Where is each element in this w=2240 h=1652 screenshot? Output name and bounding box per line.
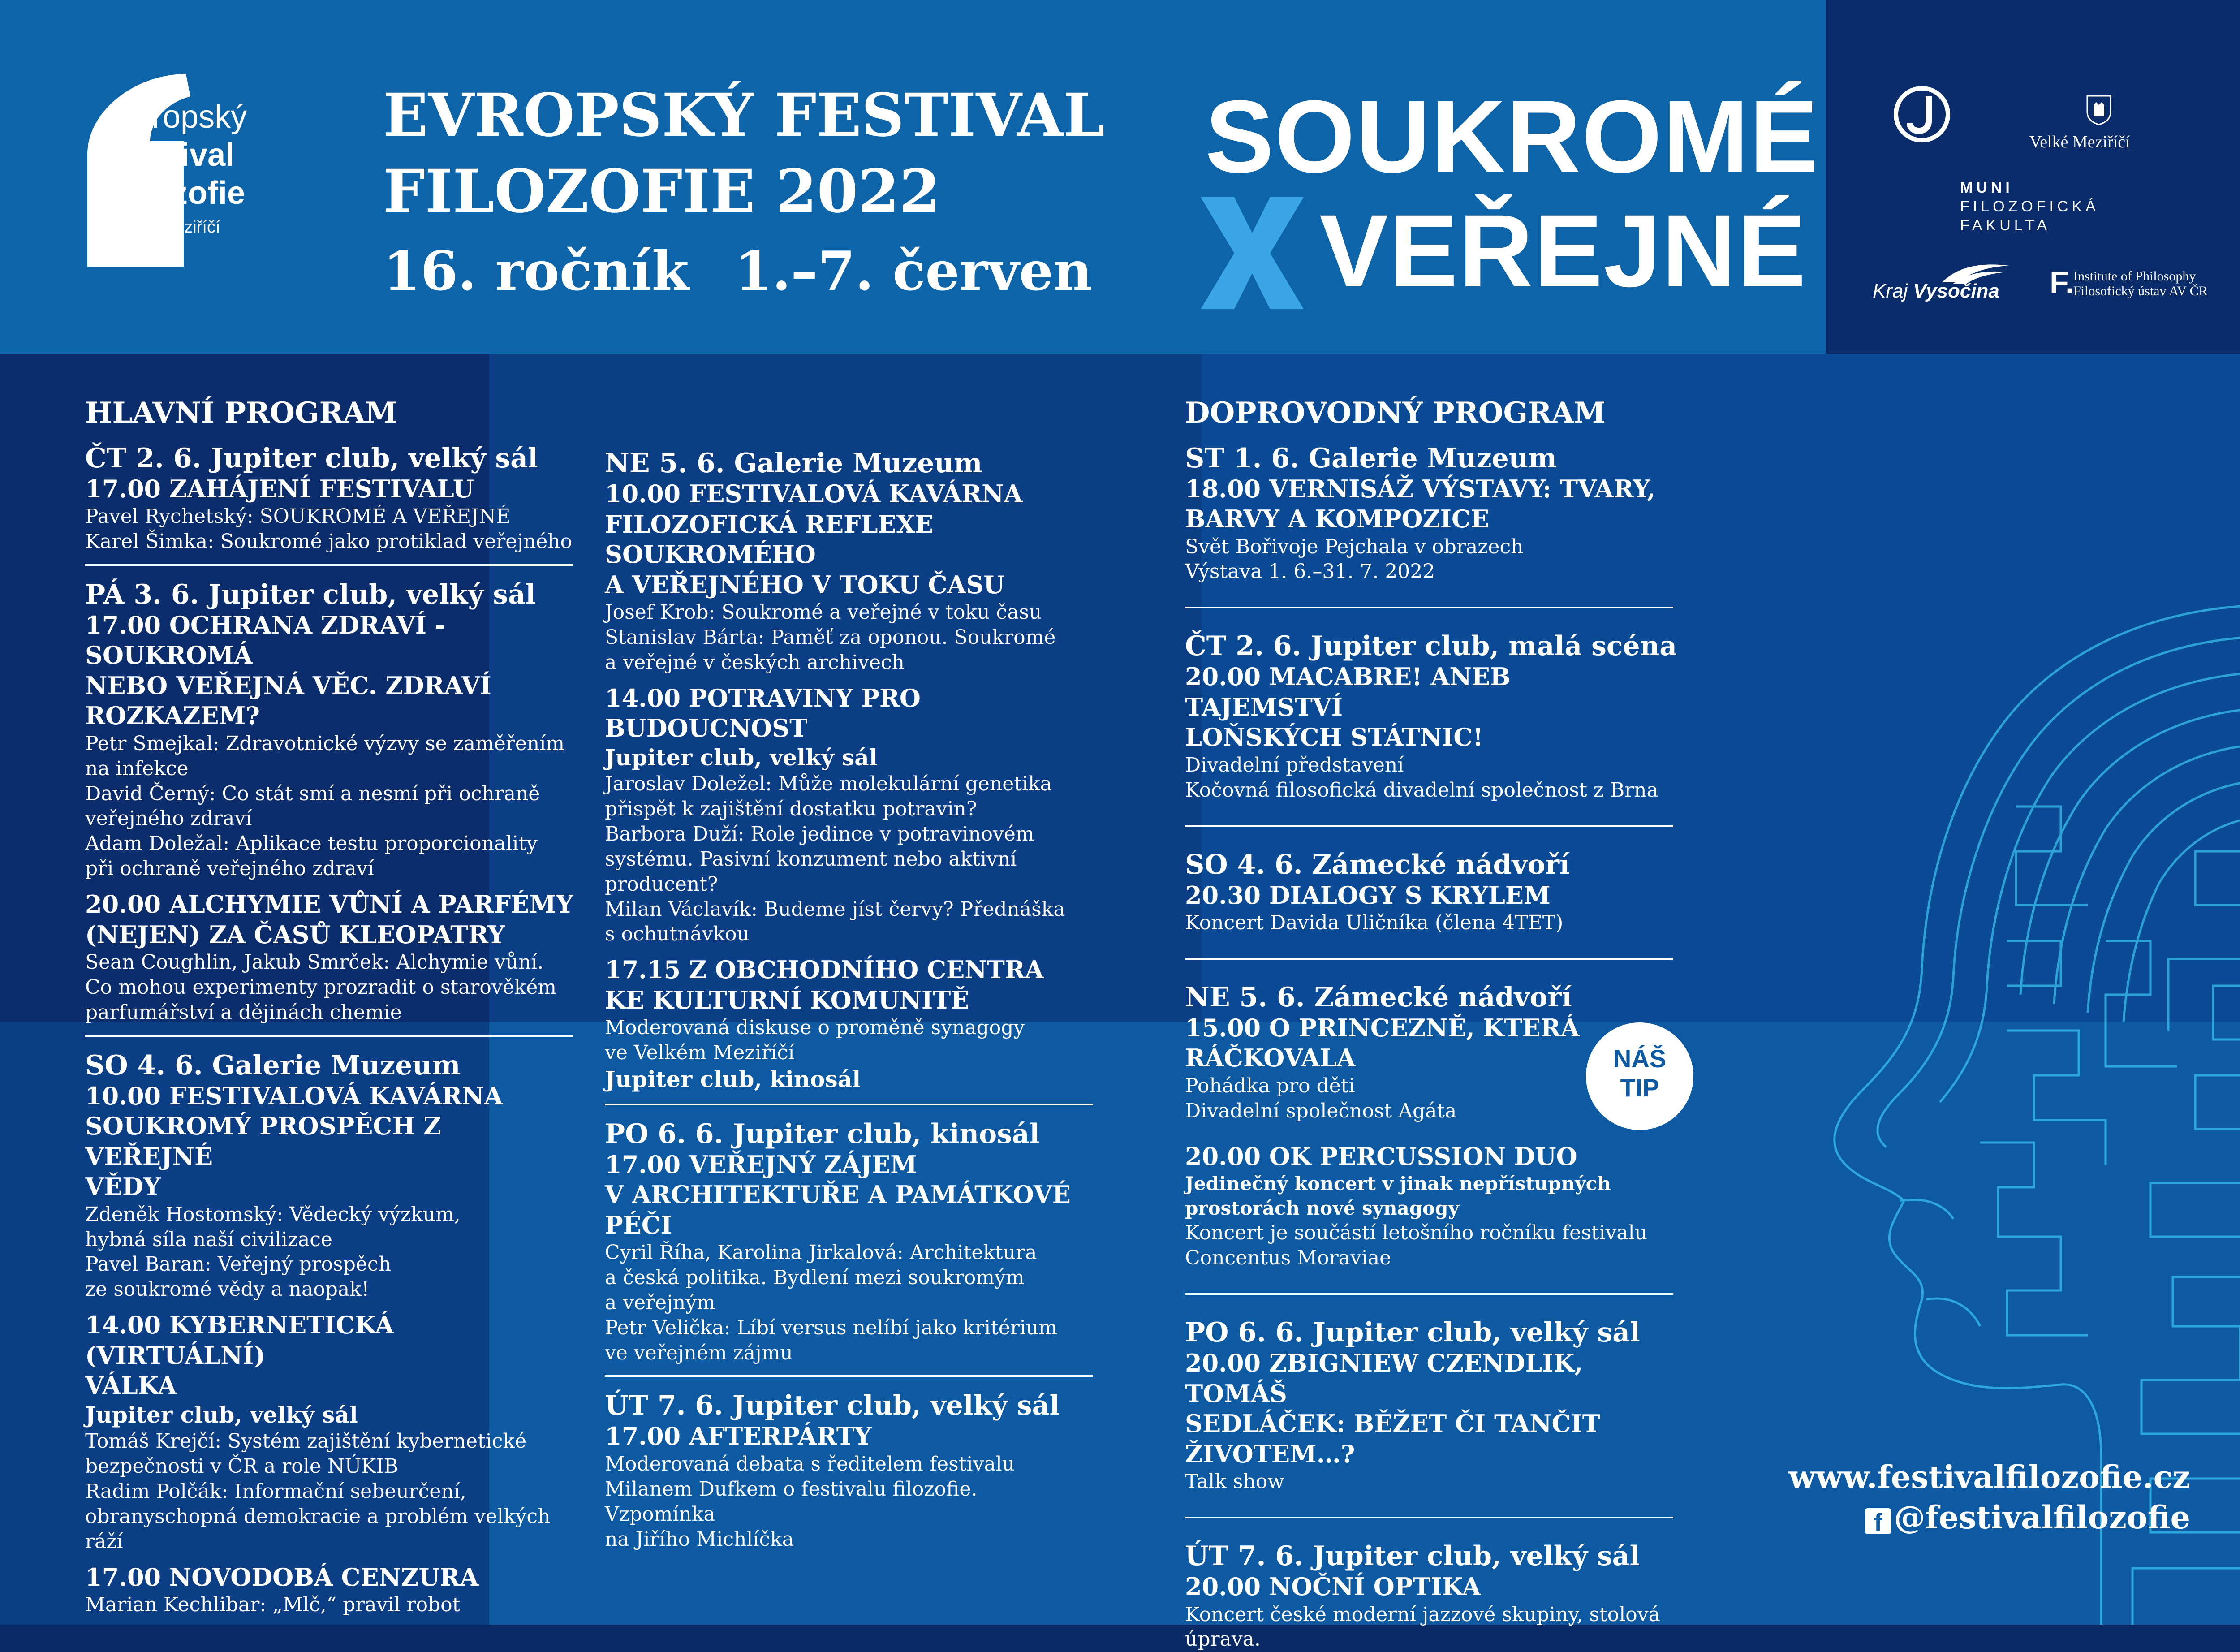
festival-edition: 16. ročník <box>383 240 689 303</box>
divider <box>85 1035 573 1037</box>
event-detail: hybná síla naší civilizace <box>85 1228 332 1251</box>
event-detail: ráží <box>85 1530 123 1553</box>
event-detail: parfumářství a dějinách chemie <box>85 1001 402 1024</box>
x-mark-icon <box>1192 197 1313 309</box>
event-title: 14.00 KYBERNETICKÁ (VIRTUÁLNÍ) <box>85 1311 394 1370</box>
event-detail: producent? <box>605 872 718 896</box>
partner-iph-line2: Filosofický ústav AV ČR <box>2073 284 2208 298</box>
event-title: (NEJEN) ZA ČASŮ KLEOPATRY <box>85 920 505 949</box>
event-title: 17.00 ZAHÁJENÍ FESTIVALU <box>85 474 474 503</box>
event-detail: Adam Doležal: Aplikace testu proporcionality <box>85 832 538 855</box>
divider <box>1185 1517 1673 1518</box>
event-detail: na Jiřího Michlíčka <box>605 1527 794 1551</box>
event-detail: Josef Krob: Soukromé a veřejné v toku času <box>605 601 1042 624</box>
our-tip-label-line1: NÁŠ <box>1613 1044 1667 1073</box>
velke-mezirici-crest-icon <box>2085 94 2112 125</box>
logo-word-town: Velké Meziříčí <box>114 218 220 237</box>
event-detail: Radim Polčák: Informační sebeurčení, <box>85 1479 466 1503</box>
theme-line2: VEŘEJNÉ <box>1319 193 1807 308</box>
event-detail: ze soukromé vědy a naopak! <box>85 1278 370 1301</box>
event-detail: Petr Smejkal: Zdravotnické výzvy se zaměřením <box>85 732 565 755</box>
logo-word-festival: Festival <box>114 137 235 173</box>
event-detail: ve veřejném zájmu <box>605 1341 793 1364</box>
event-title: SEDLÁČEK: BĚŽET ČI TANČIT ŽIVOTEM…? <box>1185 1409 1600 1468</box>
event-title: 10.00 FESTIVALOVÁ KAVÁRNA <box>605 479 1023 508</box>
divider <box>1185 607 1673 608</box>
event-detail: Zdeněk Hostomský: Vědecký výzkum, <box>85 1203 461 1226</box>
event-detail: přispět k zajištění dostatku potravin? <box>605 798 977 820</box>
event-title: 17.00 AFTERPÁRTY <box>605 1422 872 1451</box>
event-title: 20.00 NOČNÍ OPTIKA <box>1185 1572 1481 1601</box>
divider <box>1185 958 1673 960</box>
event-detail: při ochraně veřejného zdraví <box>85 857 374 880</box>
event-detail: Marian Kechlibar: „Mlč,“ pravil robot <box>85 1593 461 1617</box>
event-title: 20.30 DIALOGY S KRYLEM <box>1185 880 1551 910</box>
event-detail: ve Velkém Meziříčí <box>605 1041 795 1065</box>
event-title: BARVY A KOMPOZICE <box>1185 505 1490 534</box>
day-heading-thu: ČT 2. 6. Jupiter club, velký sál <box>85 442 538 474</box>
event-detail: Svět Bořivoje Pejchala v obrazech <box>1185 535 1524 558</box>
event-detail: Concentus Moraviae <box>1185 1247 1391 1270</box>
event-detail: Koncert české moderní jazzové skupiny, stolová <box>1185 1603 1660 1626</box>
side-program-heading: DOPROVODNÝ PROGRAM <box>1185 396 1606 430</box>
partner-muni-line2: FILOZOFICKÁ <box>1960 198 2099 215</box>
event-detail: veřejného zdraví <box>85 807 252 830</box>
festival-title-line2: FILOZOFIE 2022 <box>383 157 941 226</box>
divider <box>1185 1293 1673 1295</box>
event-detail: a česká politika. Bydlení mezi soukromým <box>605 1266 1025 1289</box>
event-detail: bezpečnosti v ČR a role NÚKIB <box>85 1455 399 1478</box>
event-title: SOUKROMÝ PROSPĚCH Z VEŘEJNÉ <box>85 1112 441 1171</box>
event-detail: Barbora Duží: Role jedince v potravinovém <box>605 822 1034 845</box>
event-detail: Milanem Dufkem o festivalu filozofie. Vzpomínka <box>605 1477 978 1526</box>
facebook-handle: @festivalfilozofie <box>1894 1499 2190 1536</box>
event-detail: Kočovná filosofická divadelní společnost z Brna <box>1185 778 1658 802</box>
main-program-heading: HLAVNÍ PROGRAM <box>85 396 397 430</box>
side-program-column <box>1185 396 1677 1652</box>
event-detail: Co mohou experimenty prozradit o starověkém <box>85 975 557 999</box>
event-title: 17.00 NOVODOBÁ CENZURA <box>85 1562 479 1592</box>
event-detail: na infekce <box>85 757 189 780</box>
event-venue: Jupiter club, velký sál <box>85 1401 358 1428</box>
our-tip-label-line2: TIP <box>1620 1074 1659 1102</box>
event-detail: Cyril Říha, Karolina Jirkalová: Architektura <box>605 1241 1037 1264</box>
jupiter-club-logo-icon <box>1893 85 1951 143</box>
event-detail: úprava. <box>1185 1628 1261 1651</box>
event-detail: Tomáš Krejčí: Systém zajištění kybernetické <box>85 1430 527 1453</box>
event-venue: Jupiter club, kinosál <box>605 1066 861 1092</box>
event-detail: s ochutnávkou <box>605 923 750 946</box>
event-title: A VEŘEJNÉHO V TOKU ČASU <box>605 570 1005 599</box>
event-title: VĚDY <box>85 1172 161 1201</box>
day-heading-tue-side: ÚT 7. 6. Jupiter club, velký sál <box>1185 1540 1640 1572</box>
philosophy-institute-f-icon: F. <box>2050 265 2074 300</box>
event-detail: Stanislav Bárta: Paměť za oponou. Soukromé <box>605 625 1056 649</box>
event-detail: David Černý: Co stát smí a nesmí při ochraně <box>85 782 540 805</box>
event-title: 18.00 VERNISÁŽ VÝSTAVY: TVARY, <box>1185 474 1656 503</box>
day-heading-mon: PO 6. 6. Jupiter club, kinosál <box>605 1118 1040 1150</box>
event-title: 20.00 MACABRE! ANEB TAJEMSTVÍ <box>1185 662 1511 721</box>
event-title: 10.00 FESTIVALOVÁ KAVÁRNA <box>85 1081 503 1110</box>
day-heading-sun: NE 5. 6. Galerie Muzeum <box>605 448 982 479</box>
day-heading-sat-side: SO 4. 6. Zámecké nádvoří <box>1185 849 1570 880</box>
kraj-prefix: Kraj <box>1873 280 1908 302</box>
event-detail: Moderovaná diskuse o proměně synagogy <box>605 1016 1025 1040</box>
day-heading-thu-side: ČT 2. 6. Jupiter club, malá scéna <box>1185 630 1677 662</box>
event-detail: Talk show <box>1185 1470 1284 1493</box>
event-detail: obranyschopná demokracie a problém velkých <box>85 1505 551 1528</box>
event-title: 14.00 POTRAVINY PRO BUDOUCNOST <box>605 683 921 743</box>
event-detail: Pohádka pro děti <box>1185 1074 1355 1097</box>
event-title: 17.00 VEŘEJNÝ ZÁJEM <box>605 1150 918 1179</box>
divider <box>85 564 573 566</box>
facebook-link[interactable] <box>1865 1499 2190 1536</box>
event-detail: Divadelní představení <box>1185 753 1404 776</box>
event-title: LOŇSKÝCH STÁTNIC! <box>1185 723 1483 752</box>
partner-iph-line1: Institute of Philosophy <box>2073 269 2196 284</box>
event-title: FILOZOFICKÁ REFLEXE SOUKROMÉHO <box>605 509 934 569</box>
event-title: 20.00 ALCHYMIE VŮNÍ A PARFÉMY <box>85 890 573 919</box>
logo-word-filozofie: Filozofie <box>114 175 245 211</box>
event-title: KE KULTURNÍ KOMUNITĚ <box>605 985 969 1014</box>
divider <box>1185 825 1673 827</box>
theme-line1: SOUKROMÉ <box>1205 79 1819 194</box>
divider <box>605 1375 1093 1377</box>
partner-kraj-vysocina <box>1873 280 1999 302</box>
event-detail: a veřejným <box>605 1291 715 1314</box>
day-heading-tue: ÚT 7. 6. Jupiter club, velký sál <box>605 1390 1060 1422</box>
event-title: ROZKAZEM? <box>85 701 260 730</box>
festival-title-line1: EVROPSKÝ FESTIVAL <box>383 81 1105 150</box>
event-detail: Jaroslav Doležel: Může molekulární genetika <box>605 772 1052 796</box>
kraj-name: Vysočina <box>1913 280 1999 302</box>
event-title: NEBO VEŘEJNÁ VĚC. ZDRAVÍ <box>85 671 491 700</box>
website-link[interactable]: www.festivalfilozofie.cz <box>1788 1458 2190 1496</box>
event-title: 20.00 OK PERCUSSION DUO <box>1185 1142 1577 1171</box>
event-detail: Divadelní společnost Agáta <box>1185 1099 1457 1122</box>
event-venue: Jupiter club, velký sál <box>605 744 878 771</box>
event-detail: Výstava 1. 6.–31. 7. 2022 <box>1185 560 1435 583</box>
event-detail: systému. Pasivní konzument nebo aktivní <box>605 847 1017 871</box>
event-detail: Koncert je součástí letošního ročníku festivalu <box>1185 1221 1647 1245</box>
day-heading-wed: ST 1. 6. Galerie Muzeum <box>1185 442 1557 474</box>
event-highlight: prostorách nové synagogy <box>1185 1197 1459 1219</box>
day-heading-sun-side: NE 5. 6. Zámecké nádvoří <box>1185 981 1572 1013</box>
logo-word-evropsky: Evropský <box>114 99 247 135</box>
event-detail: Milan Václavík: Budeme jíst červy? Přednáška <box>605 897 1065 921</box>
event-title: V ARCHITEKTUŘE A PAMÁTKOVÉ PÉČI <box>605 1180 1071 1239</box>
event-title: 17.00 OCHRANA ZDRAVÍ - SOUKROMÁ <box>85 610 445 670</box>
event-detail: Moderovaná debata s ředitelem festivalu <box>605 1452 1015 1475</box>
day-heading-sat: SO 4. 6. Galerie Muzeum <box>85 1049 461 1081</box>
main-program-column-2 <box>605 448 1093 1552</box>
event-title: 17.15 Z OBCHODNÍHO CENTRA <box>605 955 1044 984</box>
divider <box>605 1104 1093 1105</box>
event-detail: Pavel Rychetský: SOUKROMÉ A VEŘEJNÉ <box>85 505 511 528</box>
event-detail: Karel Šimka: Soukromé jako protiklad veřejného <box>85 530 573 553</box>
partner-muni-line1: MUNI <box>1960 179 2013 196</box>
day-heading-mon-side: PO 6. 6. Jupiter club, velký sál <box>1185 1317 1640 1349</box>
event-detail: Koncert Davida Uličníka (člena 4TET) <box>1185 911 1564 935</box>
partner-velke-mezirici: Velké Meziříčí <box>2029 133 2130 151</box>
event-title: 20.00 ZBIGNIEW CZENDLIK, TOMÁŠ <box>1185 1349 1583 1408</box>
day-heading-fri: PÁ 3. 6. Jupiter club, velký sál <box>85 578 536 610</box>
event-detail: a veřejné v českých archivech <box>605 651 905 674</box>
event-detail: Pavel Baran: Veřejný prospěch <box>85 1253 391 1276</box>
event-detail: Petr Velička: Líbí versus nelíbí jako kritérium <box>605 1316 1057 1339</box>
event-title: 15.00 O PRINCEZNĚ, KTERÁ RÁČKOVALA <box>1185 1013 1580 1073</box>
event-detail: Sean Coughlin, Jakub Smrček: Alchymie vůní. <box>85 951 544 974</box>
festival-dates: 1.–7. červen <box>735 240 1093 303</box>
partner-muni-line3: FAKULTA <box>1960 217 2051 234</box>
facebook-icon: f <box>1865 1508 1891 1534</box>
event-highlight: Jedinečný koncert v jinak nepřístupných <box>1185 1173 1611 1195</box>
main-program-column <box>85 397 573 1617</box>
event-title: VÁLKA <box>85 1371 177 1400</box>
